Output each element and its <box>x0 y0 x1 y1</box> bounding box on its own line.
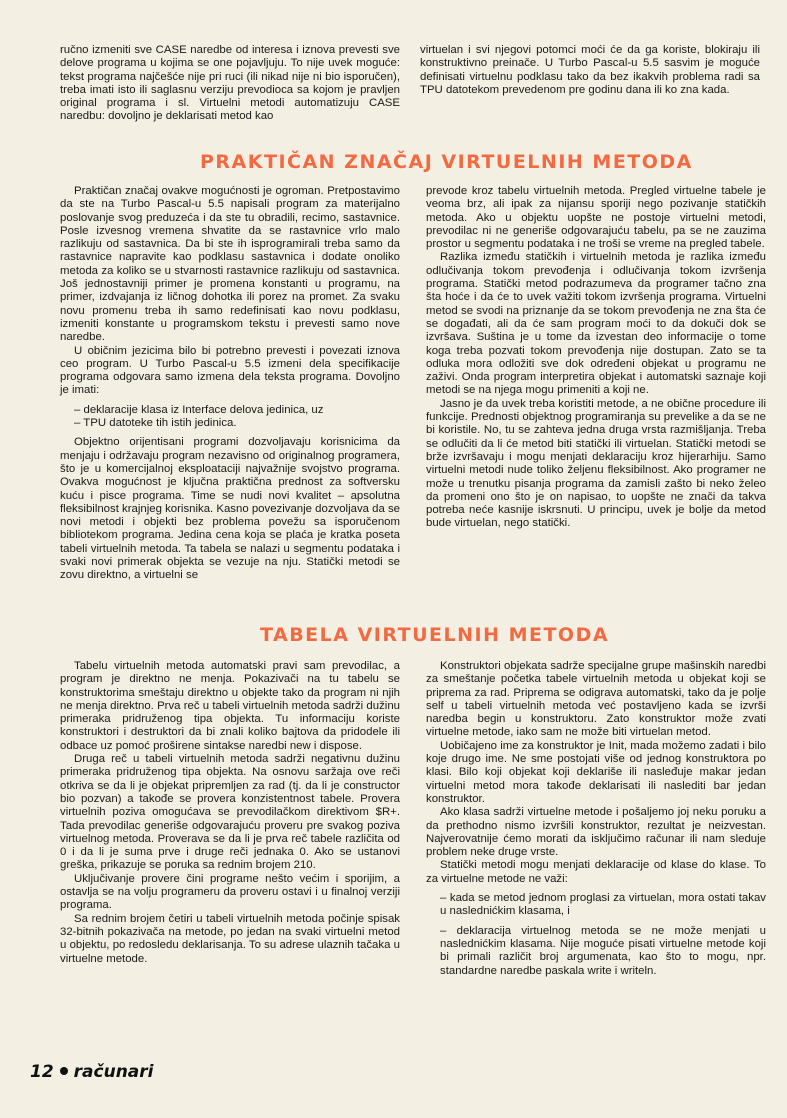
paragraph: U običnim jezicima bilo bi potrebno prevesti i povezati iznova ceo program. U Turbo Pascal-u 5.5 izmeni dela specifikacije programa odgovara samo izmena dela teksta programa. Dovoljno je imati: <box>60 344 400 397</box>
bullet-icon <box>60 1067 68 1075</box>
list-item: – kada se metod jednom proglasi za virtuelan, mora ostati takav u naslednićkim klasama, i <box>440 892 766 918</box>
paragraph: Sa rednim brojem četiri u tabeli virtuelnih metoda počinje spisak 32-bitnih pokazivača na metode, po jedan na svaki virtuelni metod u objektu, po redosledu deklarisanja. To su adrese ulaznih tačaka u virtuelne metode. <box>60 912 400 965</box>
paragraph: Ako klasa sadrži virtuelne metode i pošaljemo joj neku poruku a da prethodno nismo izvršili konstruktor, rezultat je neizvestan. Najverovatnije ćemo morati da isključimo računar ili nam sleduje problem neke druge vrste. <box>426 806 766 859</box>
magazine-name: računari <box>73 1062 154 1082</box>
paragraph: Uključivanje provere čini programe nešto većim i sporijim, a ostavlja se na volju programeru da proveru ostavi i u finalnoj verziji programa. <box>60 872 400 912</box>
page-footer <box>30 1062 154 1082</box>
section-heading-practical: PRAKTIČAN ZNAČAJ VIRTUELNIH METODA <box>200 151 693 173</box>
paragraph: Konstruktori objekata sadrže specijalne grupe mašinskih naredbi za smeštanje početka tabele virtuelnih metoda u objekat koji se priprema za rad. Priprema se odigrava automatski, tako da je polje self u tabeli virtuelnih metoda već postavljeno kada se izvrši naredba begin u konstruktoru. Zato konstruktor može zvati virtuelne metode, iako sam ne može biti virtuelan metod. <box>426 660 766 739</box>
section1-left-column <box>60 185 400 583</box>
paragraph: virtuelan i svi njegovi potomci moći će da ga koriste, blokiraju ili konstruktivno preinače. U Turbo Pascal-u 5.5 sasvim je moguće definisati virtuelnu podklasu tako da bez ikakvih problema radi sa TPU datotekom prevedenom pre godinu dana ili ko zna kada. <box>420 44 760 96</box>
section2-body <box>60 660 766 978</box>
paragraph: Uobičajeno ime za konstruktor je Init, mada možemo zadati i bilo koje drugo ime. Ne sme postojati više od jednog konstruktora po klasi. Bilo koji objekat koji deklariše ili nasleđuje makar jedan virtuelni metod mora takođe deklarisati ili naslediti bar jedan konstruktor. <box>426 739 766 805</box>
section1-right-column <box>426 185 766 583</box>
paragraph: Objektno orijentisani programi dozvoljavaju korisnicima da menjaju i održavaju program nezavisno od originalnog programera, što je u komercijalnoj eksploataciji najvažnije svojstvo programa. Ovakva mogućnost je ključna praktična prednost za softversku kuću i pisce programa. Time se nudi novi kvalitet – apsolutna fleksibilnost krajnjeg korisnika. Kasno povezivanje dozvoljava da se novi metodi i objekti bez problema povežu sa isporučenom bibliotekom programa. Jedina cena koja se plaća je kratka poseta tabeli virtuelnih metoda. Ta tabela se nalazi u segmentu podataka i svaki novi primerak objekta se vezuje na nju. Statički metodi se zovu direktno, a virtuelni se <box>60 436 401 582</box>
paragraph: Druga reč u tabeli virtuelnih metoda sadrži negativnu dužinu primeraka pridruženog tipa objekta. Na osnovu saržaja ove reči otkriva se da li je objekat pripremljen za rad (tj. da li je constructor bio pozvan) a takođe se provera konzistentnost tabele. Provera virtuelnih poziva omogućava se prevodilačkom direktivom $R+. Tada prevodilac generiše odgovarajuću proveru pre svakog poziva virtuelnog metoda. Proverava se da li je prva reč tabele različita od 0 i da li je suma prve i druge reči jednaka 0. Ako se ustanovi greška, prikazuje se poruka sa rednim brojem 210. <box>60 753 400 872</box>
paragraph: Jasno je da uvek treba koristiti metode, a ne obične procedure ili funkcije. Prednosti objektnog programiranja su prevelike a da se ne bi koristile. No, tu se zahteva jedna druga vrsta razmišljanja. Treba se odlučiti da li će metod biti statički ili virtuelan. Statički metodi se brže izvršavaju i mogu menjati deklaraciju kroz hijerarhiju. Samo virtuelni metodi nude toliko željenu fleksibilnost. Ako programer ne može u trenutku pisanja programa da zamisli zašto bi neko želeo da promeni ono što je on napisao, to uopšte ne znači da takva potreba neće kasnije iskrsnuti. U principu, uvek je bolje da metod bude virtuelan, nego statički. <box>426 397 766 530</box>
paragraph: Statički metodi mogu menjati deklaracije od klase do klase. To za virtuelne metode ne važi: <box>426 859 766 885</box>
paragraph: Praktičan značaj ovakve mogućnosti je ogroman. Pretpostavimo da ste na Turbo Pascal-u 5.5 napisali program za materijalno poslovanje svog preduzeća i da ste tu obradili, recimo, sastavnice. Posle izvesnog vremena shvatite da se rastavnice vrlo malo razlikuju od sastavnica. Da bi ste ih isprogramirali treba samo da rastavnice napravite kao podklasu sastavnica i dodate onoliko metoda za koliko se u stvarnosti rastavnice razlikuju od sastavnica. Još jednostavniji primer je promena konstanti u programu, na primer, izdvajanja iz ličnog dohotka ili porez na promet. Za svaku novu promenu treba ih samo redefinisati kao novu podklasu, izmeniti konstante u programskom tekstu i prevesti samo nove naredbe. <box>60 185 400 344</box>
top-continuation <box>60 44 760 124</box>
section-heading-table: TABELA VIRTUELNIH METODA <box>260 624 610 646</box>
section2-right-column <box>426 660 766 978</box>
paragraph: ručno izmeniti sve CASE naredbe od interesa i iznova prevesti sve delove programa u kojima se one pojavljuju. To nije uvek moguće: tekst programa najčešće nije pri ruci (ili nikad nije ni bio isporučen), treba imati isto ili saglasnu verziju prevodioca sa kojom je pravljen original programa i sl. Virtuelni metodi automatizuju CASE naredbu: dovoljno je deklarisati metod kao <box>60 44 400 123</box>
paragraph: Razlika između statičkih i virtuelnih metoda je razlika između odlučivanja tokom prevođenja i odlučivanja tokom izvršenja programa. Statički metod podrazumeva da programer tačno zna šta hoće i da će to uvek važiti tokom izvršenja programa. Virtuelni metod se svodi na priznanje da se tokom prevođenja ne zna šta će se događati, ali da će sam program moći to da dokuči dok se izvršava. Suština je u tome da izvestan deo informacije o tome koga treba pozvati tokom prevođenja nije dostupan. Zato se ta odluka mora odložiti sve dok određeni objekat u programu ne zaživi. Onda program interpretira objekat i automatski saznaje koji metodi se na njega mogu primeniti a koji ne. <box>426 251 766 397</box>
page-number: 12 <box>30 1062 54 1082</box>
paragraph: prevode kroz tabelu virtuelnih metoda. Pregled virtuelne tabele je veoma brz, ali ipak za nijansu sporiji nego pozivanje statičkih metoda. Ako u objektu uopšte ne postoje virtuelni metodi, prevodilac ni ne generiše odgovarajuću tabelu, pa se ne zauzima prostor u segmentu podataka i ne troši se vreme na pregled tabele. <box>426 185 766 251</box>
section2-left-column <box>60 660 400 978</box>
list-item: – deklaracija virtuelnog metoda se ne može menjati u naslednićkim klasama. Nije moguće pisati virtuelne metode koji bi primali različit broj argumenata, kao što to mogu, npr. standardne naredbe paskala write i writeln. <box>440 924 766 977</box>
list-item: – TPU datoteke tih istih jedinica. <box>74 417 237 430</box>
list-item: – deklaracije klasa iz Interface delova jedinica, uz <box>74 403 324 416</box>
paragraph: Tabelu virtuelnih metoda automatski pravi sam prevodilac, a program je direktno ne menja. Pokazivači na tu tabelu se konstruktorima smeštaju direktno u objekte tako da program ni njih ne menja direktno. Prva reč u tabeli virtuelnih metoda sadrži dužinu primeraka pridruženog tipa objekta. Tu informaciju koriste konstruktori i destruktori da bi znali koliko bajtova da pridodele ili odbace uz pomoć proširene sintakse naredbi new i dispose. <box>60 660 400 752</box>
section1-body <box>60 185 766 583</box>
top-right-column <box>420 44 760 124</box>
top-left-column <box>60 44 400 124</box>
